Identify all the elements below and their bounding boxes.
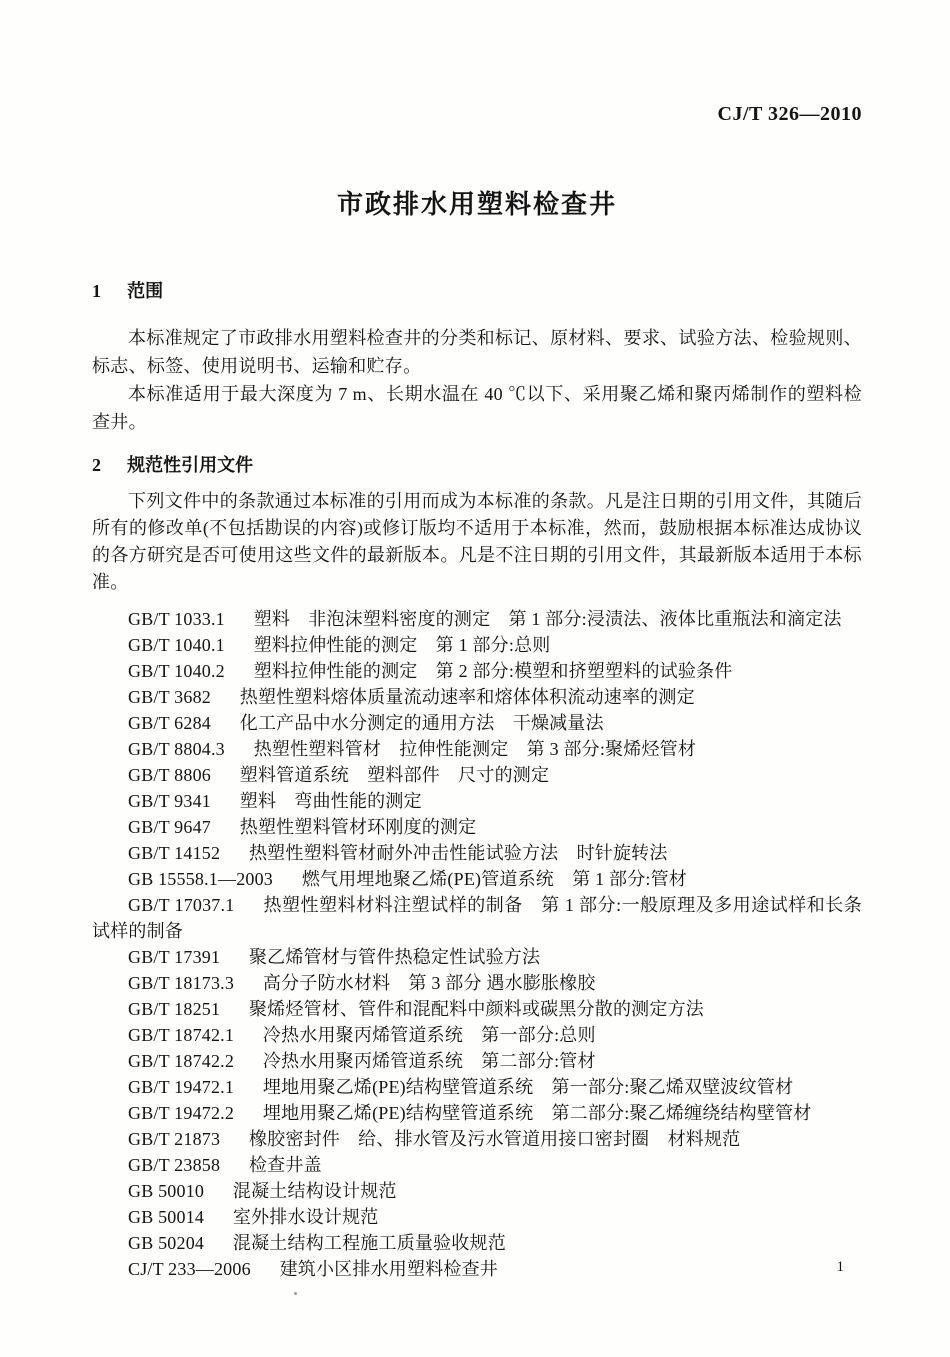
reference-title: 埋地用聚乙烯(PE)结构壁管道系统 第一部分:聚乙烯双壁波纹管材 xyxy=(262,1076,794,1097)
reference-item xyxy=(92,814,862,840)
reference-title: 聚乙烯管材与管件热稳定性试验方法 xyxy=(248,946,541,967)
reference-code: GB 15558.1—2003 xyxy=(128,868,274,889)
reference-code: GB/T 18173.3 xyxy=(128,972,235,993)
reference-code: GB/T 1040.2 xyxy=(128,660,225,681)
references-intro xyxy=(92,488,862,596)
reference-title: 混凝土结构设计规范 xyxy=(232,1180,397,1201)
reference-code: GB/T 23858 xyxy=(128,1154,221,1175)
reference-code: GB/T 19472.1 xyxy=(128,1076,235,1097)
reference-title: 埋地用聚乙烯(PE)结构壁管道系统 第二部分:聚乙烯缠绕结构壁管材 xyxy=(262,1102,812,1123)
reference-code: GB/T 19472.2 xyxy=(128,1102,235,1123)
reference-item xyxy=(92,1100,862,1126)
section-scope-heading xyxy=(92,280,862,302)
reference-item xyxy=(92,1178,862,1204)
reference-item xyxy=(92,944,862,970)
section-title: 范围 xyxy=(127,280,164,301)
reference-code: GB/T 1040.1 xyxy=(128,634,225,655)
reference-title: 塑料拉伸性能的测定 第 2 部分:模塑和挤塑塑料的试验条件 xyxy=(253,660,733,681)
reference-title: 塑料 非泡沫塑料密度的测定 第 1 部分:浸渍法、液体比重瓶法和滴定法 xyxy=(253,608,842,629)
reference-code: GB/T 8804.3 xyxy=(128,738,225,759)
reference-code: GB/T 1033.1 xyxy=(128,608,225,629)
reference-title: 聚烯烃管材、管件和混配料中颜料或碳黑分散的测定方法 xyxy=(248,998,704,1019)
reference-item xyxy=(92,840,862,866)
reference-item xyxy=(92,762,862,788)
reference-title: 塑料拉伸性能的测定 第 1 部分:总则 xyxy=(253,634,551,655)
reference-item xyxy=(92,710,862,736)
reference-item xyxy=(92,866,862,892)
section-scope xyxy=(92,280,862,436)
reference-title: 橡胶密封件 给、排水管及污水管道用接口密封圈 材料规范 xyxy=(248,1128,741,1149)
reference-item xyxy=(92,1204,862,1230)
reference-code: GB/T 18251 xyxy=(128,998,221,1019)
reference-code: GB/T 14152 xyxy=(128,842,221,863)
reference-code: GB/T 3682 xyxy=(128,686,211,707)
reference-code: GB/T 18742.1 xyxy=(128,1024,235,1045)
reference-title: 检查井盖 xyxy=(248,1154,322,1175)
reference-code: GB 50014 xyxy=(128,1206,205,1227)
references-list xyxy=(92,606,862,1282)
reference-code: GB/T 21873 xyxy=(128,1128,221,1149)
reference-title: 塑料 弯曲性能的测定 xyxy=(239,790,422,811)
page-number: 1 xyxy=(836,1259,844,1275)
reference-title: 室外排水设计规范 xyxy=(232,1206,379,1227)
reference-code: GB/T 9341 xyxy=(128,790,211,811)
reference-item xyxy=(92,1152,862,1178)
reference-title: 热塑性塑料材料注塑试样的制备 第 1 部分:一般原理及多用途试样和长条试样的制备 xyxy=(92,894,863,941)
reference-title: 冷热水用聚丙烯管道系统 第一部分:总则 xyxy=(262,1024,596,1045)
reference-title: 高分子防水材料 第 3 部分 遇水膨胀橡胶 xyxy=(262,972,596,993)
reference-title: 燃气用埋地聚乙烯(PE)管道系统 第 1 部分:管材 xyxy=(301,868,688,889)
section-title: 规范性引用文件 xyxy=(127,454,254,475)
reference-code: GB/T 8806 xyxy=(128,764,211,785)
reference-item xyxy=(92,1074,862,1100)
reference-code: CJ/T 233—2006 xyxy=(128,1258,251,1279)
reference-title: 热塑性塑料管材环刚度的测定 xyxy=(239,816,477,837)
reference-item xyxy=(92,1048,862,1074)
reference-item xyxy=(92,684,862,710)
scan-speck xyxy=(294,1292,297,1295)
scope-paragraph: 本标准适用于最大深度为 7 m、长期水温在 40 ℃以下、采用聚乙烯和聚丙烯制作的塑料检查井。 xyxy=(92,383,862,432)
scope-paragraph: 本标准规定了市政排水用塑料检查井的分类和标记、原材料、要求、试验方法、检验规则、标志、标签、使用说明书、运输和贮存。 xyxy=(92,327,862,376)
references-intro-paragraph: 下列文件中的条款通过本标准的引用而成为本标准的条款。凡是注日期的引用文件，其随后所有的修改单(不包括勘误的内容)或修订版均不适用于本标准，然而，鼓励根据本标准达成协议的各方研究是否可使用这些文件的最新版本。凡是不注日期的引用文件，其最新版本适用于本标准。 xyxy=(92,490,862,592)
reference-item xyxy=(92,1022,862,1048)
reference-title: 热塑性塑料管材 拉伸性能测定 第 3 部分:聚烯烃管材 xyxy=(253,738,697,759)
reference-item xyxy=(92,606,862,632)
reference-item xyxy=(92,970,862,996)
document-title: 市政排水用塑料检查井 xyxy=(336,190,617,219)
reference-code: GB 50010 xyxy=(128,1180,205,1201)
reference-title: 热塑性塑料熔体质量流动速率和熔体体积流动速率的测定 xyxy=(239,686,695,707)
reference-item xyxy=(92,1126,862,1152)
reference-item xyxy=(92,1256,862,1282)
reference-code: GB/T 6284 xyxy=(128,712,211,733)
reference-item xyxy=(92,658,862,684)
reference-title: 建筑小区排水用塑料检查井 xyxy=(279,1258,498,1279)
section-number: 2 xyxy=(92,454,101,475)
reference-code: GB/T 18742.2 xyxy=(128,1050,235,1071)
scope-paragraphs xyxy=(92,324,862,436)
reference-code: GB/T 17037.1 xyxy=(128,894,235,915)
reference-item xyxy=(92,1230,862,1256)
reference-item xyxy=(92,788,862,814)
section-normative-references xyxy=(92,454,862,1282)
reference-title: 冷热水用聚丙烯管道系统 第二部分:管材 xyxy=(262,1050,596,1071)
reference-item xyxy=(92,996,862,1022)
reference-item xyxy=(92,736,862,762)
reference-title: 塑料管道系统 塑料部件 尺寸的测定 xyxy=(239,764,550,785)
reference-code: GB/T 17391 xyxy=(128,946,221,967)
reference-item xyxy=(92,892,862,944)
reference-item xyxy=(92,632,862,658)
reference-title: 热塑性塑料管材耐外冲击性能试验方法 时针旋转法 xyxy=(248,842,668,863)
reference-code: GB/T 9647 xyxy=(128,816,211,837)
reference-title: 混凝土结构工程施工质量验收规范 xyxy=(232,1232,506,1253)
reference-title: 化工产品中水分测定的通用方法 干燥减量法 xyxy=(239,712,604,733)
section-number: 1 xyxy=(92,280,101,301)
section-references-heading xyxy=(92,454,862,476)
standard-number: CJ/T 326—2010 xyxy=(717,103,862,125)
reference-code: GB 50204 xyxy=(128,1232,205,1253)
